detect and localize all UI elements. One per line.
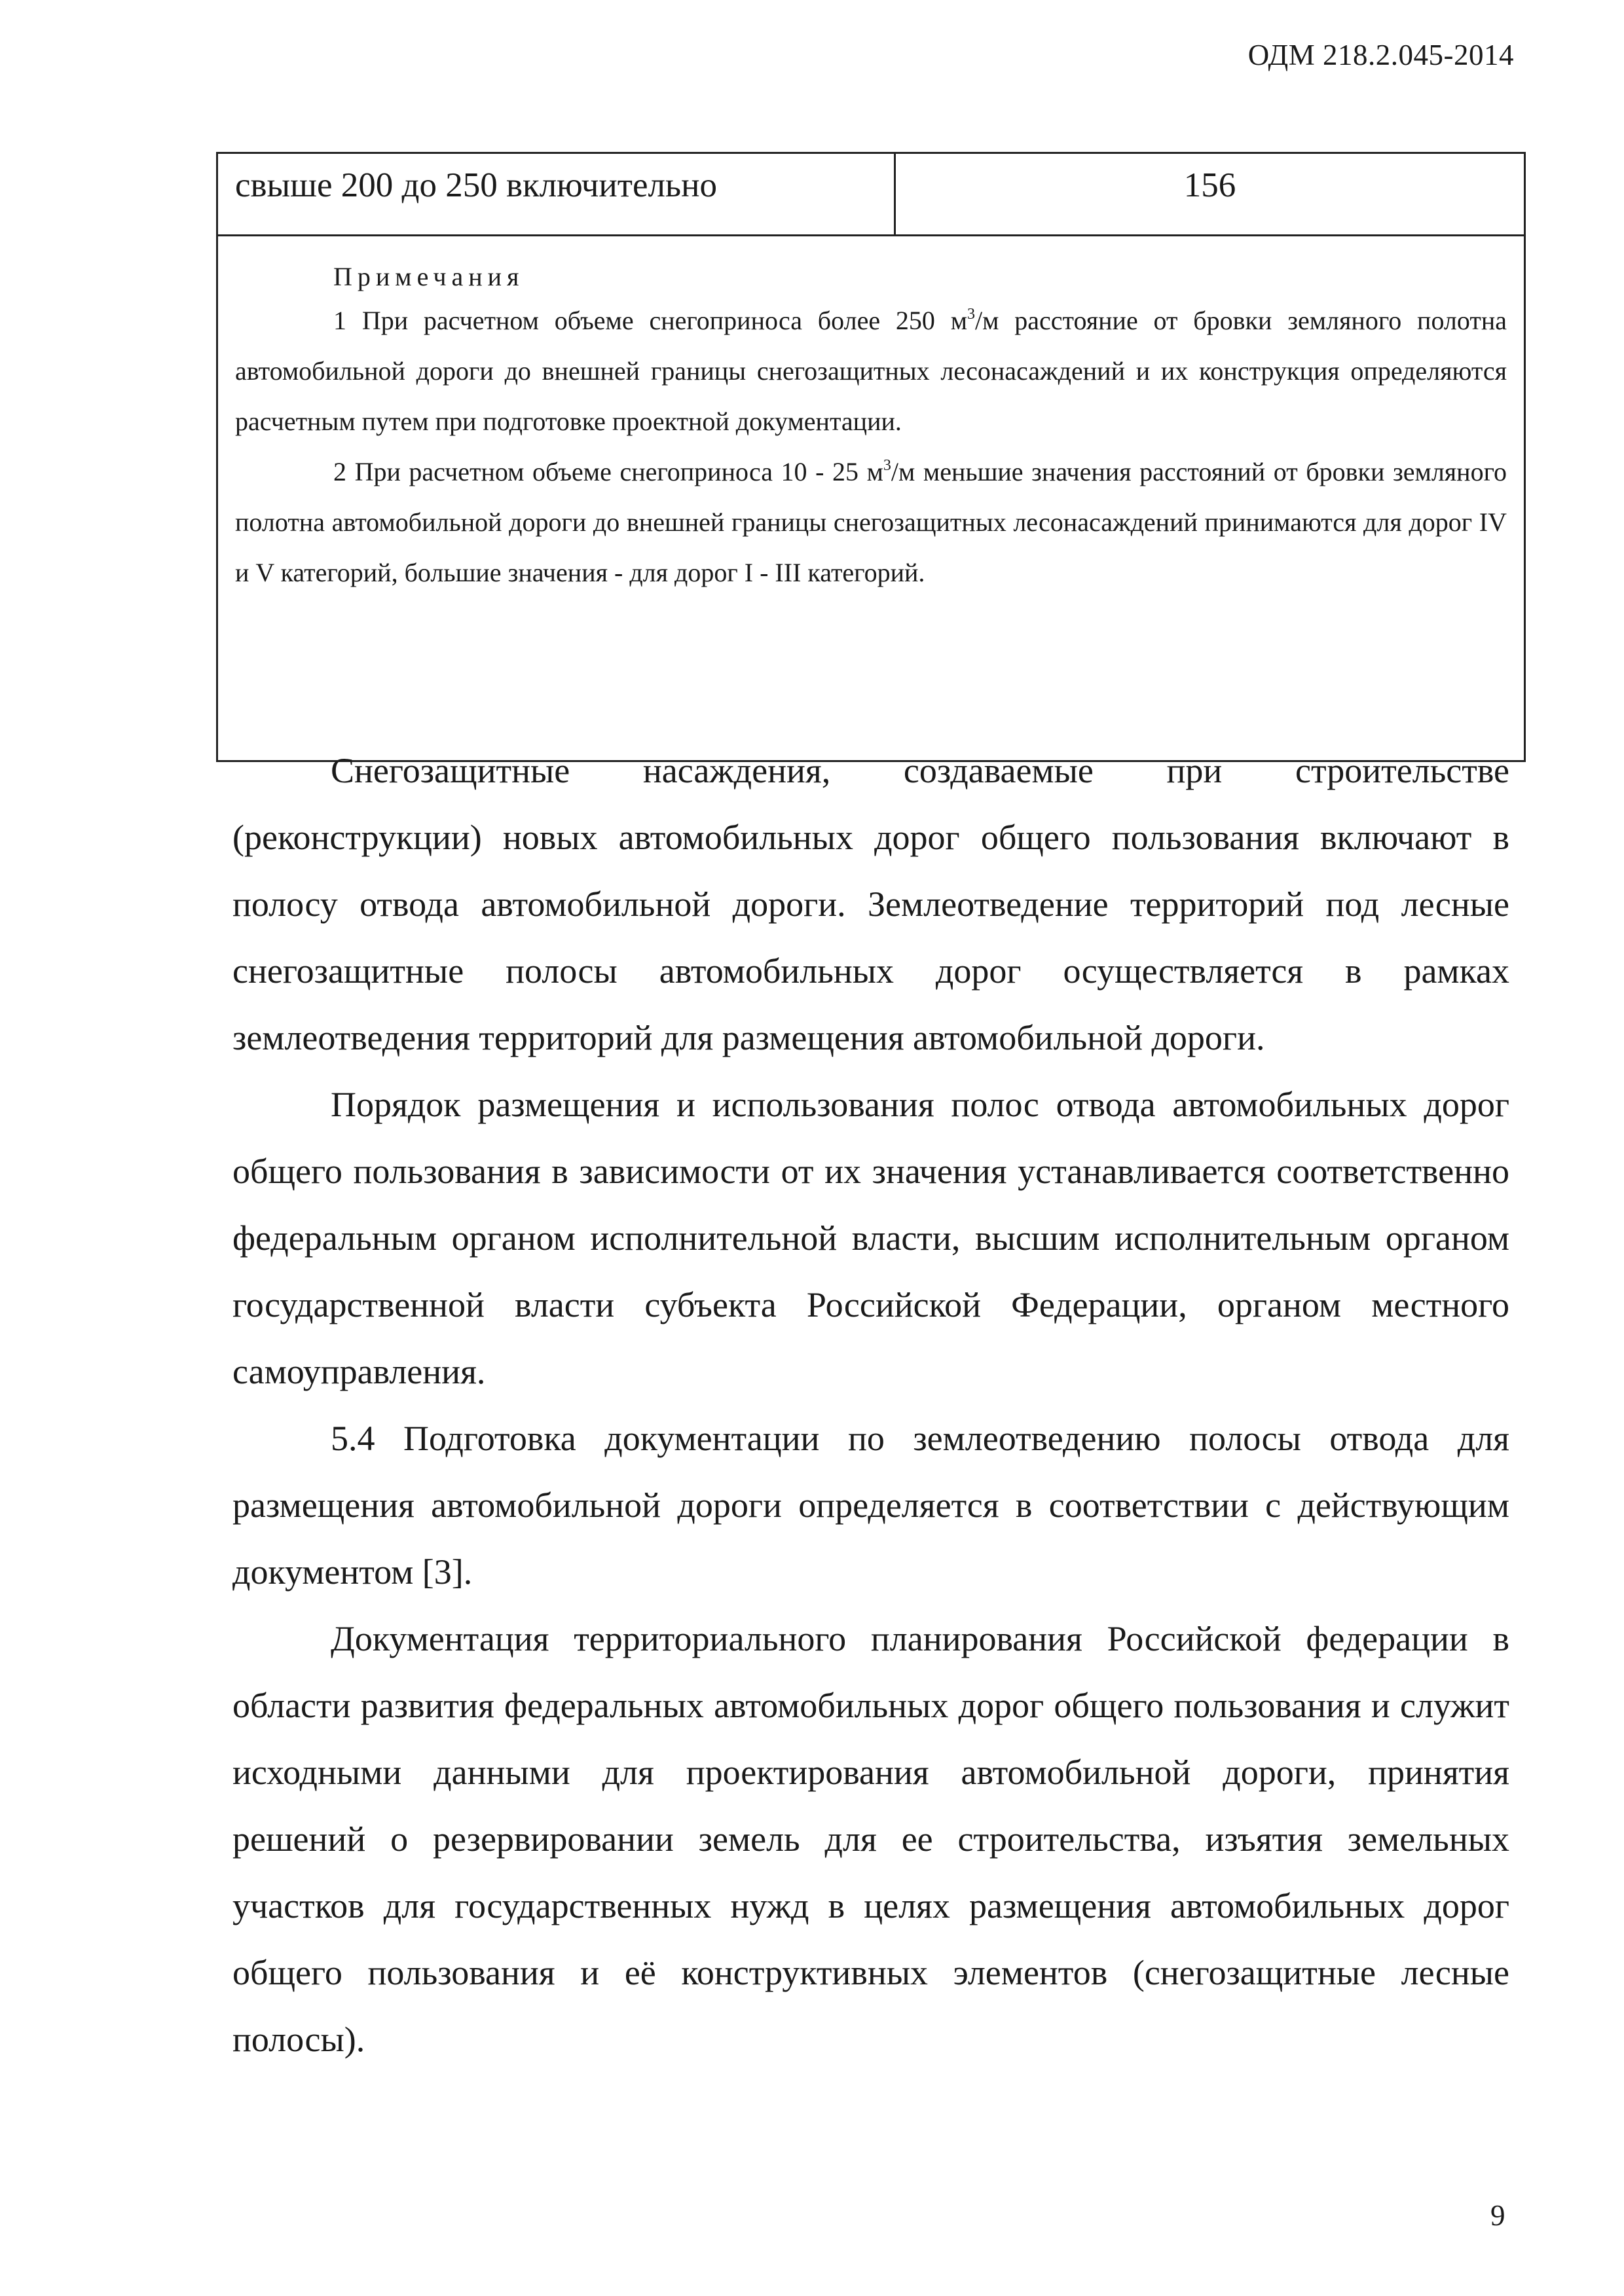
body-section-2 bbox=[232, 1405, 1509, 2073]
note-1 bbox=[235, 295, 1507, 446]
table-row bbox=[218, 154, 1524, 236]
note-2-text-end: /м меньшие значения расстояний от бровки земляного полотна автомобильной дороги до внешней границы снегозащитных лесонасаждений принимаются для дорог IV и V категорий, большие значения - для дорог I - III категорий. bbox=[235, 457, 1507, 587]
table-cell-range: свыше 200 до 250 включительно bbox=[218, 154, 896, 234]
paragraph-2: Порядок размещения и использования полос отвода автомобильных дорог общего пользования в зависимости от их значения устанавливается соответственно федеральным органом исполнительной власти, высшим исполнительным органом государственной власти субъекта Российской Федерации, органом местного самоуправления. bbox=[232, 1085, 1509, 1391]
snow-distance-table bbox=[216, 152, 1526, 762]
body-section-1 bbox=[232, 737, 1509, 1405]
notes-title: Примечания bbox=[333, 262, 525, 291]
document-code: ОДМ 218.2.045-2014 bbox=[1247, 39, 1514, 71]
page-number: 9 bbox=[1490, 2199, 1505, 2232]
note-2-superscript: 3 bbox=[883, 457, 891, 474]
paragraph-4: Документация территориального планирования Российской федерации в области развития федеральных автомобильных дорог общего пользования и служит исходными данными для проектирования автомобильной дороги, принятия решений о резервировании земель для ее строительства, изъятия земельных участков для государственных нужд в целях размещения автомобильных дорог общего пользования и её конструктивных элементов (снегозащитные лесные полосы). bbox=[232, 1619, 1509, 2059]
note-1-text-start: 1 При расчетном объеме снегоприноса более 250 м bbox=[333, 306, 968, 335]
table-notes bbox=[218, 236, 1524, 760]
note-2-text-start: 2 При расчетном объеме снегоприноса 10 - 25 м bbox=[333, 457, 883, 486]
note-2 bbox=[235, 446, 1507, 598]
note-1-superscript: 3 bbox=[967, 306, 976, 323]
paragraph-3: 5.4 Подготовка документации по землеотведению полосы отвода для размещения автомобильной дороги определяется в соответствии с действующим документом [3]. bbox=[232, 1419, 1509, 1592]
table-cell-value: 156 bbox=[1183, 166, 1236, 204]
note-1-text-end: /м расстояние от бровки земляного полотна автомобильной дороги до внешней границы снегозащитных лесонасаждений и их конструкция определяются расчетным путем при подготовке проектной документации. bbox=[235, 306, 1507, 436]
paragraph-1: Снегозащитные насаждения, создаваемые при строительстве (реконструкции) новых автомобильных дорог общего пользования включают в полосу отвода автомобильной дороги. Землеотведение территорий под лесные снегозащитные полосы автомобильных дорог осуществляется в рамках землеотведения территорий для размещения автомобильной дороги. bbox=[232, 751, 1509, 1057]
